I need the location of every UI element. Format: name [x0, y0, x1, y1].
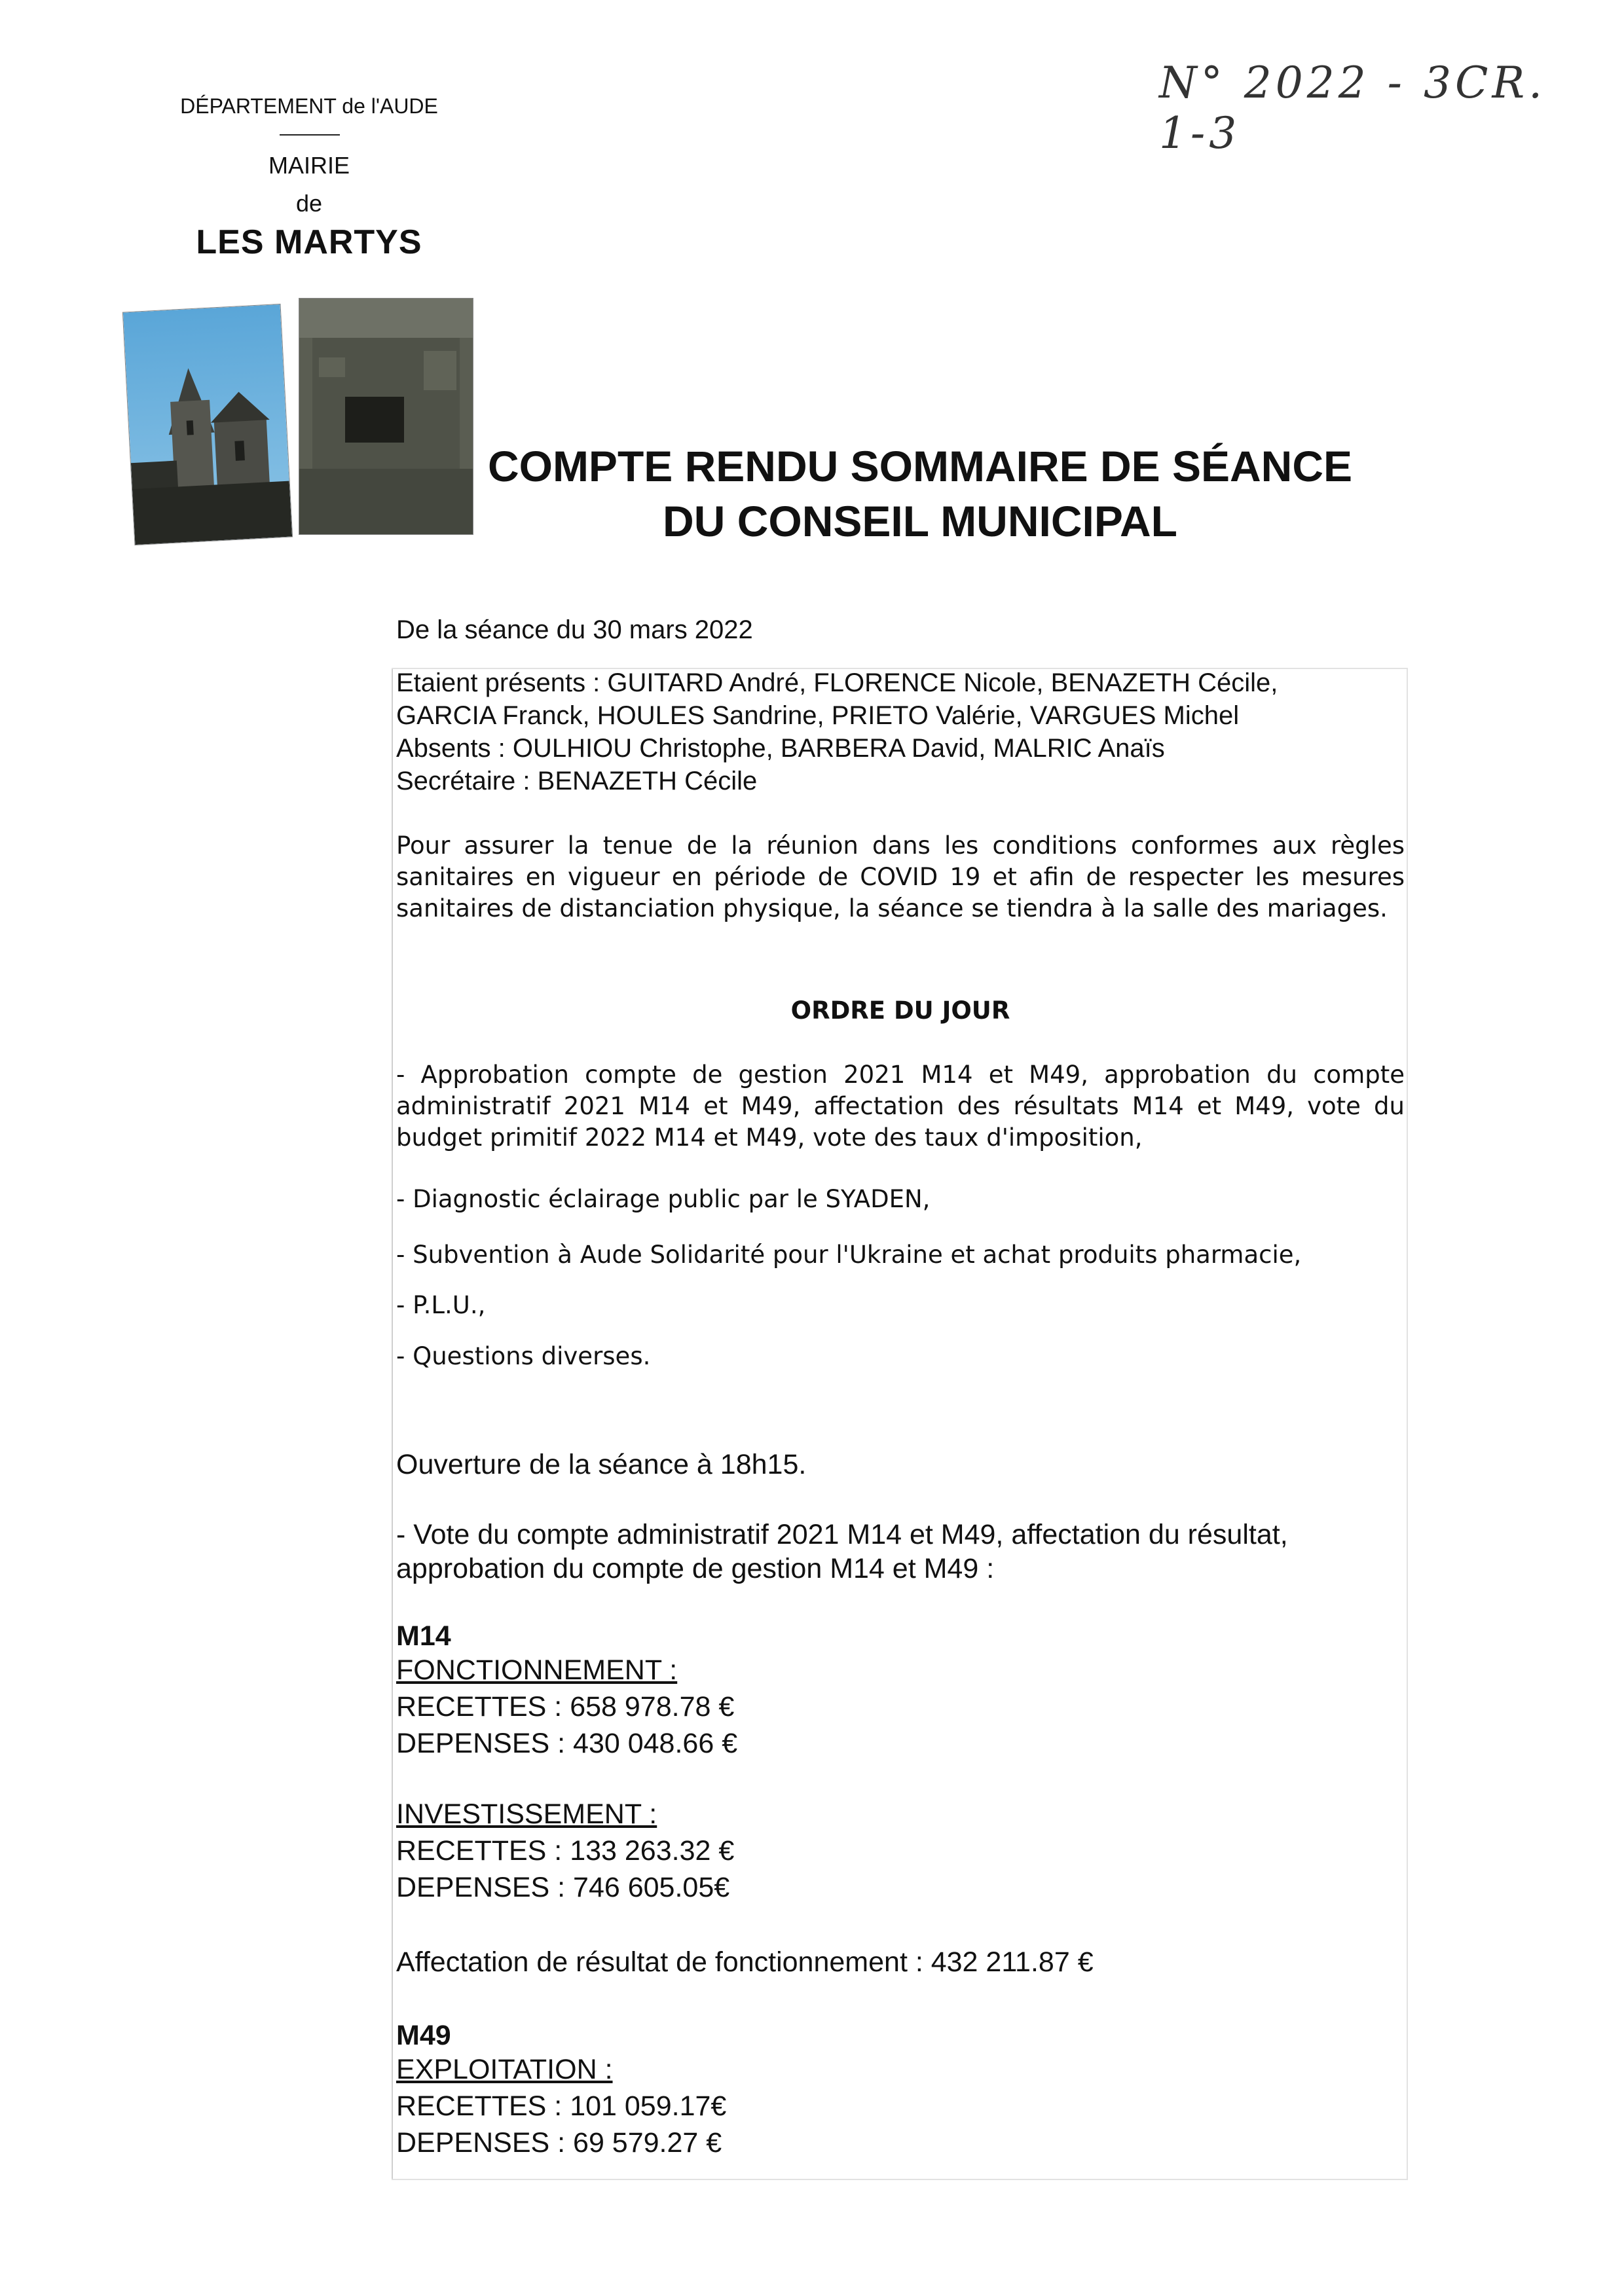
m14-label: M14 — [396, 1620, 451, 1652]
vote-intro: - Vote du compte administratif 2021 M14 et M49, affectation du résultat, approbation du compte de gestion M14 et M49 : — [396, 1519, 1288, 1584]
fonctionnement-depenses: DEPENSES : 430 048.66 € — [396, 1728, 738, 1759]
investissement-depenses: DEPENSES : 746 605.05€ — [396, 1872, 730, 1903]
header-divider — [280, 134, 340, 136]
fonctionnement-recettes: RECETTES : 658 978.78 € — [396, 1691, 735, 1722]
affectation-resultat: Affectation de résultat de fonctionnement : 432 211.87 € — [396, 1946, 1094, 1978]
title-line-2: DU CONSEIL MUNICIPAL — [663, 497, 1177, 545]
de-label: de — [295, 190, 323, 217]
secretaire-line: Secrétaire : BENAZETH Cécile — [396, 767, 758, 795]
content-frame-right — [1407, 668, 1408, 2180]
investissement-recettes: RECETTES : 133 263.32 € — [396, 1835, 735, 1867]
ruin-photo — [299, 298, 473, 535]
absents-line: Absents : OULHIOU Christophe, BARBERA David, MALRIC Anaïs — [396, 734, 1165, 763]
exploitation-recettes: RECETTES : 101 059.17€ — [396, 2090, 727, 2122]
m49-label: M49 — [396, 2020, 451, 2051]
agenda-item: - Questions diverses. — [396, 1342, 651, 1370]
covid-paragraph: Pour assurer la tenue de la réunion dans les conditions conformes aux règles sanitaires en vigueur en période de COVID 19 et afin de respecter les mesures sanitaires de distanciation physique, la séance se tiendra à la salle des mariages. — [396, 831, 1405, 922]
commune-name: LES MARTYS — [196, 223, 422, 261]
departement-label: DÉPARTEMENT de l'AUDE — [180, 94, 438, 118]
ouverture-line: Ouverture de la séance à 18h15. — [396, 1449, 807, 1480]
investissement-label: INVESTISSEMENT : — [396, 1798, 657, 1830]
agenda-item: - Diagnostic éclairage public par le SYADEN, — [396, 1185, 931, 1213]
seance-date: De la séance du 30 mars 2022 — [396, 615, 753, 644]
exploitation-depenses: DEPENSES : 69 579.27 € — [396, 2127, 722, 2159]
presence-block — [396, 666, 1405, 797]
agenda-item: - Approbation compte de gestion 2021 M14 et M49, approbation du compte administratif 2021 M14 et M49, affectation des résultats M14 et M49, vote du budget primitif 2022 M14 et M49, vote des taux d'imposition, — [396, 1061, 1405, 1152]
presents-line-2: GARCIA Franck, HOULES Sandrine, PRIETO Valérie, VARGUES Michel — [396, 701, 1240, 730]
fonctionnement-label: FONCTIONNEMENT : — [396, 1654, 678, 1686]
mairie-label: MAIRIE — [268, 152, 350, 179]
church-photo — [122, 304, 293, 545]
page-title — [462, 439, 1378, 549]
agenda-item: - P.L.U., — [396, 1291, 486, 1319]
exploitation-label: EXPLOITATION : — [396, 2054, 613, 2085]
handwritten-reference: N° 2022 - 3CR. 1-3 — [1159, 58, 1547, 158]
agenda-item: - Subvention à Aude Solidarité pour l'Ukraine et achat produits pharmacie, — [396, 1241, 1302, 1269]
content-frame-left — [392, 668, 393, 2180]
presents-line-1: Etaient présents : GUITARD André, FLORENCE Nicole, BENAZETH Cécile, — [396, 668, 1278, 697]
ordre-du-jour-title: ORDRE DU JOUR — [790, 996, 1010, 1025]
title-line-1: COMPTE RENDU SOMMAIRE DE SÉANCE — [487, 442, 1353, 490]
content-frame-bottom — [392, 2179, 1408, 2180]
